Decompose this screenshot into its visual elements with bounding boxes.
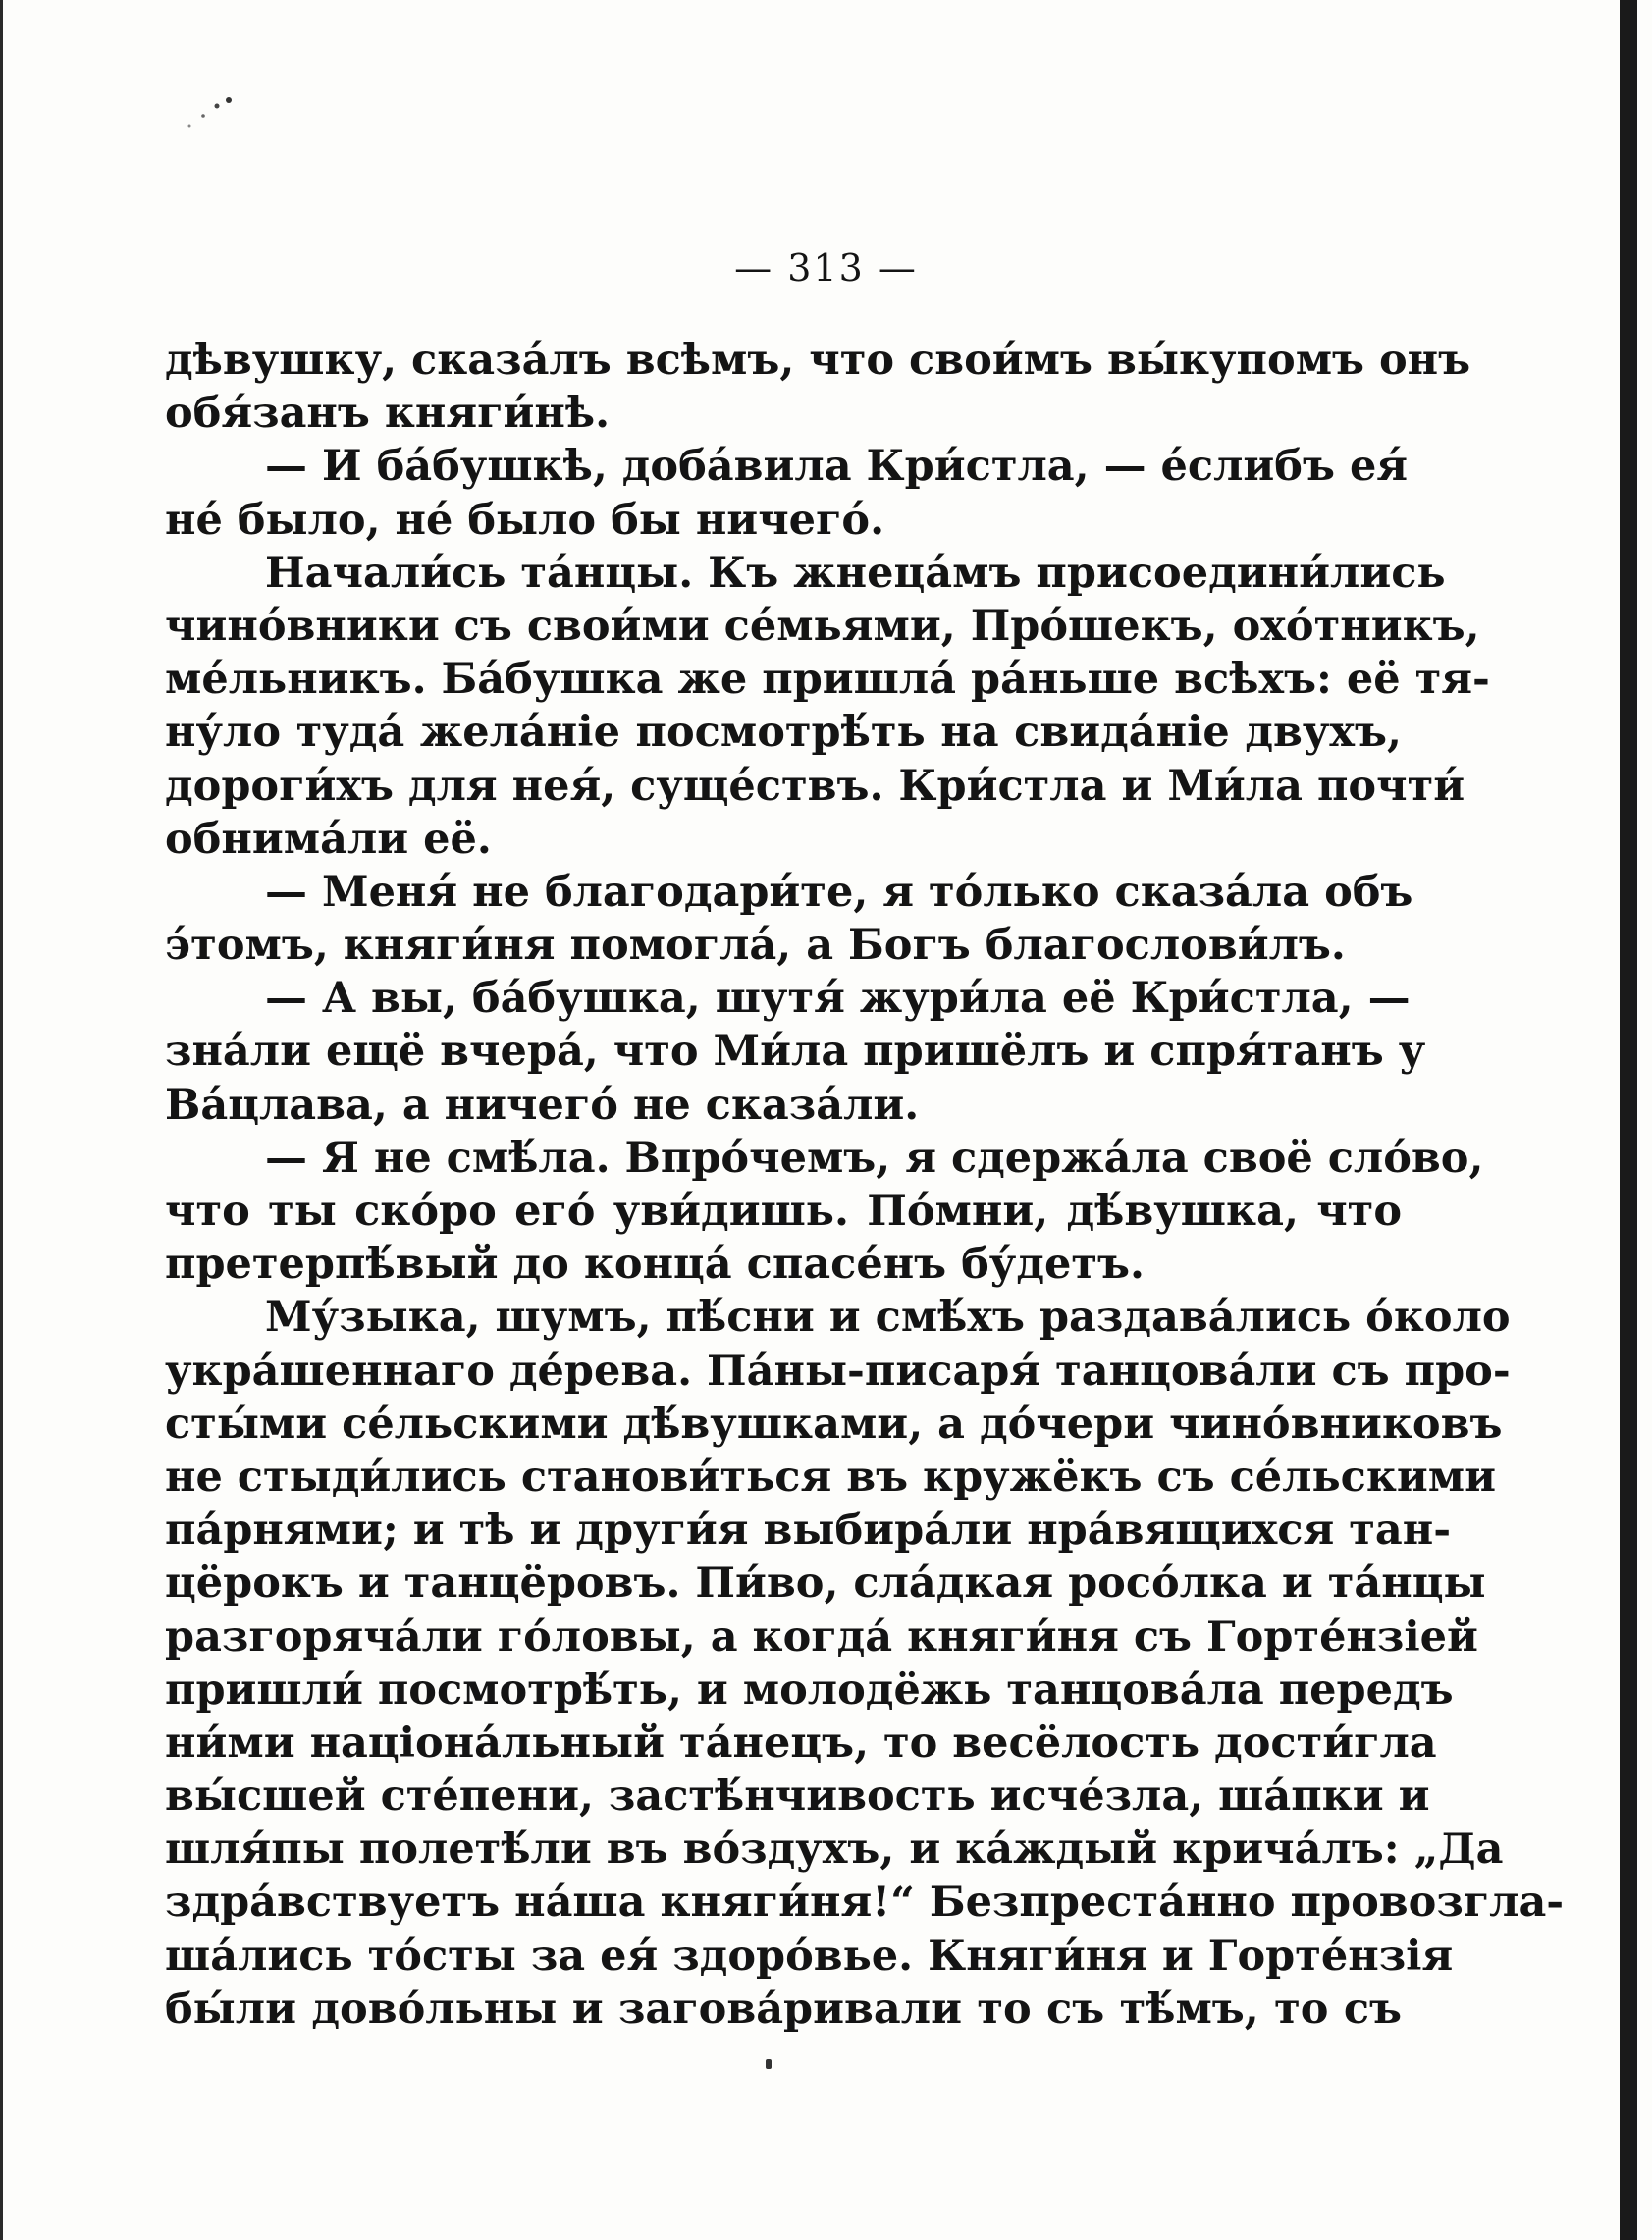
text-line: ме́льникъ. Ба́бушка же пришла́ ра́ньше всѣхъ: её тя- — [165, 655, 1490, 705]
text-line: шля́пы полетѣ́ли въ во́здухъ, и ка́ждый крича́лъ: „Да — [165, 1825, 1504, 1875]
text-line: Му́зыка, шумъ, пѣ́сни и смѣ́хъ раздава́лись о́коло — [265, 1293, 1511, 1343]
text-line: ша́лись то́сты за ея́ здоро́вье. Княги́ня и Горте́нзiя — [165, 1931, 1454, 1981]
text-line: обя́занъ княги́нѣ. — [165, 389, 611, 439]
text-line: э́томъ, княги́ня помогла́, а Богъ благослови́лъ. — [165, 921, 1346, 971]
scan-edge-right — [1620, 0, 1637, 2240]
text-line: укра́шеннаго де́рева. Па́ны-писаря́ танцова́ли съ про- — [165, 1346, 1511, 1396]
text-line: что ты ско́ро его́ уви́дишь. По́мни, дѣ́вушка, что — [165, 1187, 1402, 1236]
text-line: па́рнями; и тѣ и други́я выбира́ли нра́вящихся тан- — [165, 1506, 1452, 1556]
text-line: дороги́хъ для нея́, суще́ствъ. Кри́стла и Ми́ла почти́ — [165, 761, 1465, 811]
text-line: претерпѣ́вый до конца́ спасе́нъ бу́детъ. — [165, 1240, 1145, 1290]
ink-specks — [180, 90, 239, 139]
page-number: — 313 — — [734, 246, 918, 290]
text-line: здра́вствуетъ на́ша княги́ня!“ Безпреста́нно провозгла- — [165, 1878, 1565, 1928]
text-line: — А вы, ба́бушка, шутя́ жури́ла её Кри́стла, — — [265, 974, 1411, 1024]
text-line: обнима́ли её. — [165, 814, 492, 864]
ink-speck — [766, 2059, 772, 2069]
text-line: ну́ло туда́ жела́нiе посмотрѣ́ть на свида́нiе двухъ, — [165, 708, 1402, 758]
text-line: бы́ли дово́льны и загова́ривали то съ тѣ́мъ, то съ — [165, 1984, 1402, 2034]
text-line: ни́ми нацiона́льный та́нецъ, то весёлость дости́гла — [165, 1718, 1437, 1768]
text-line: зна́ли ещё вчера́, что Ми́ла пришёлъ и спря́танъ у — [165, 1027, 1426, 1077]
text-line: Ва́цлава, а ничего́ не сказа́ли. — [165, 1080, 920, 1130]
text-line: цёрокъ и танцёровъ. Пи́во, сла́дкая росо́лка и та́нцы — [165, 1559, 1486, 1609]
text-line: не стыди́лись станови́ться въ кружёкъ съ се́льскими — [165, 1452, 1497, 1502]
text-line: пришли́ посмотрѣ́ть, и молодёжь танцова́ла передъ — [165, 1665, 1454, 1715]
body-text — [165, 334, 1565, 2036]
text-line: чино́вники съ свои́ми се́мьями, Про́шекъ, охо́тникъ, — [165, 601, 1480, 651]
text-line: сты́ми се́льскими дѣ́вушками, а до́чери чино́вниковъ — [165, 1399, 1503, 1449]
text-line: дѣвушку, сказа́лъ всѣмъ, что свои́мъ вы́купомъ онъ — [165, 336, 1471, 385]
text-line: — Я не смѣ́ла. Впро́чемъ, я сдержа́ла своё сло́во, — [265, 1133, 1484, 1183]
text-line: вы́сшей сте́пени, застѣ́нчивость исче́зла, ша́пки и — [165, 1772, 1430, 1822]
text-line: — И ба́бушкѣ, доба́вила Кри́стла, — е́слибъ ея́ — [265, 442, 1409, 492]
scan-edge-left — [0, 0, 3, 2240]
text-line: разгоряча́ли го́ловы, а когда́ княги́ня съ Горте́нзiей — [165, 1612, 1478, 1662]
text-line: не́ было, не́ было бы ничего́. — [165, 495, 885, 545]
text-line: Начали́сь та́нцы. Къ жнеца́мъ присоедини́лись — [265, 548, 1446, 598]
text-line: — Меня́ не благодари́те, я то́лько сказа́ла объ — [265, 867, 1413, 917]
